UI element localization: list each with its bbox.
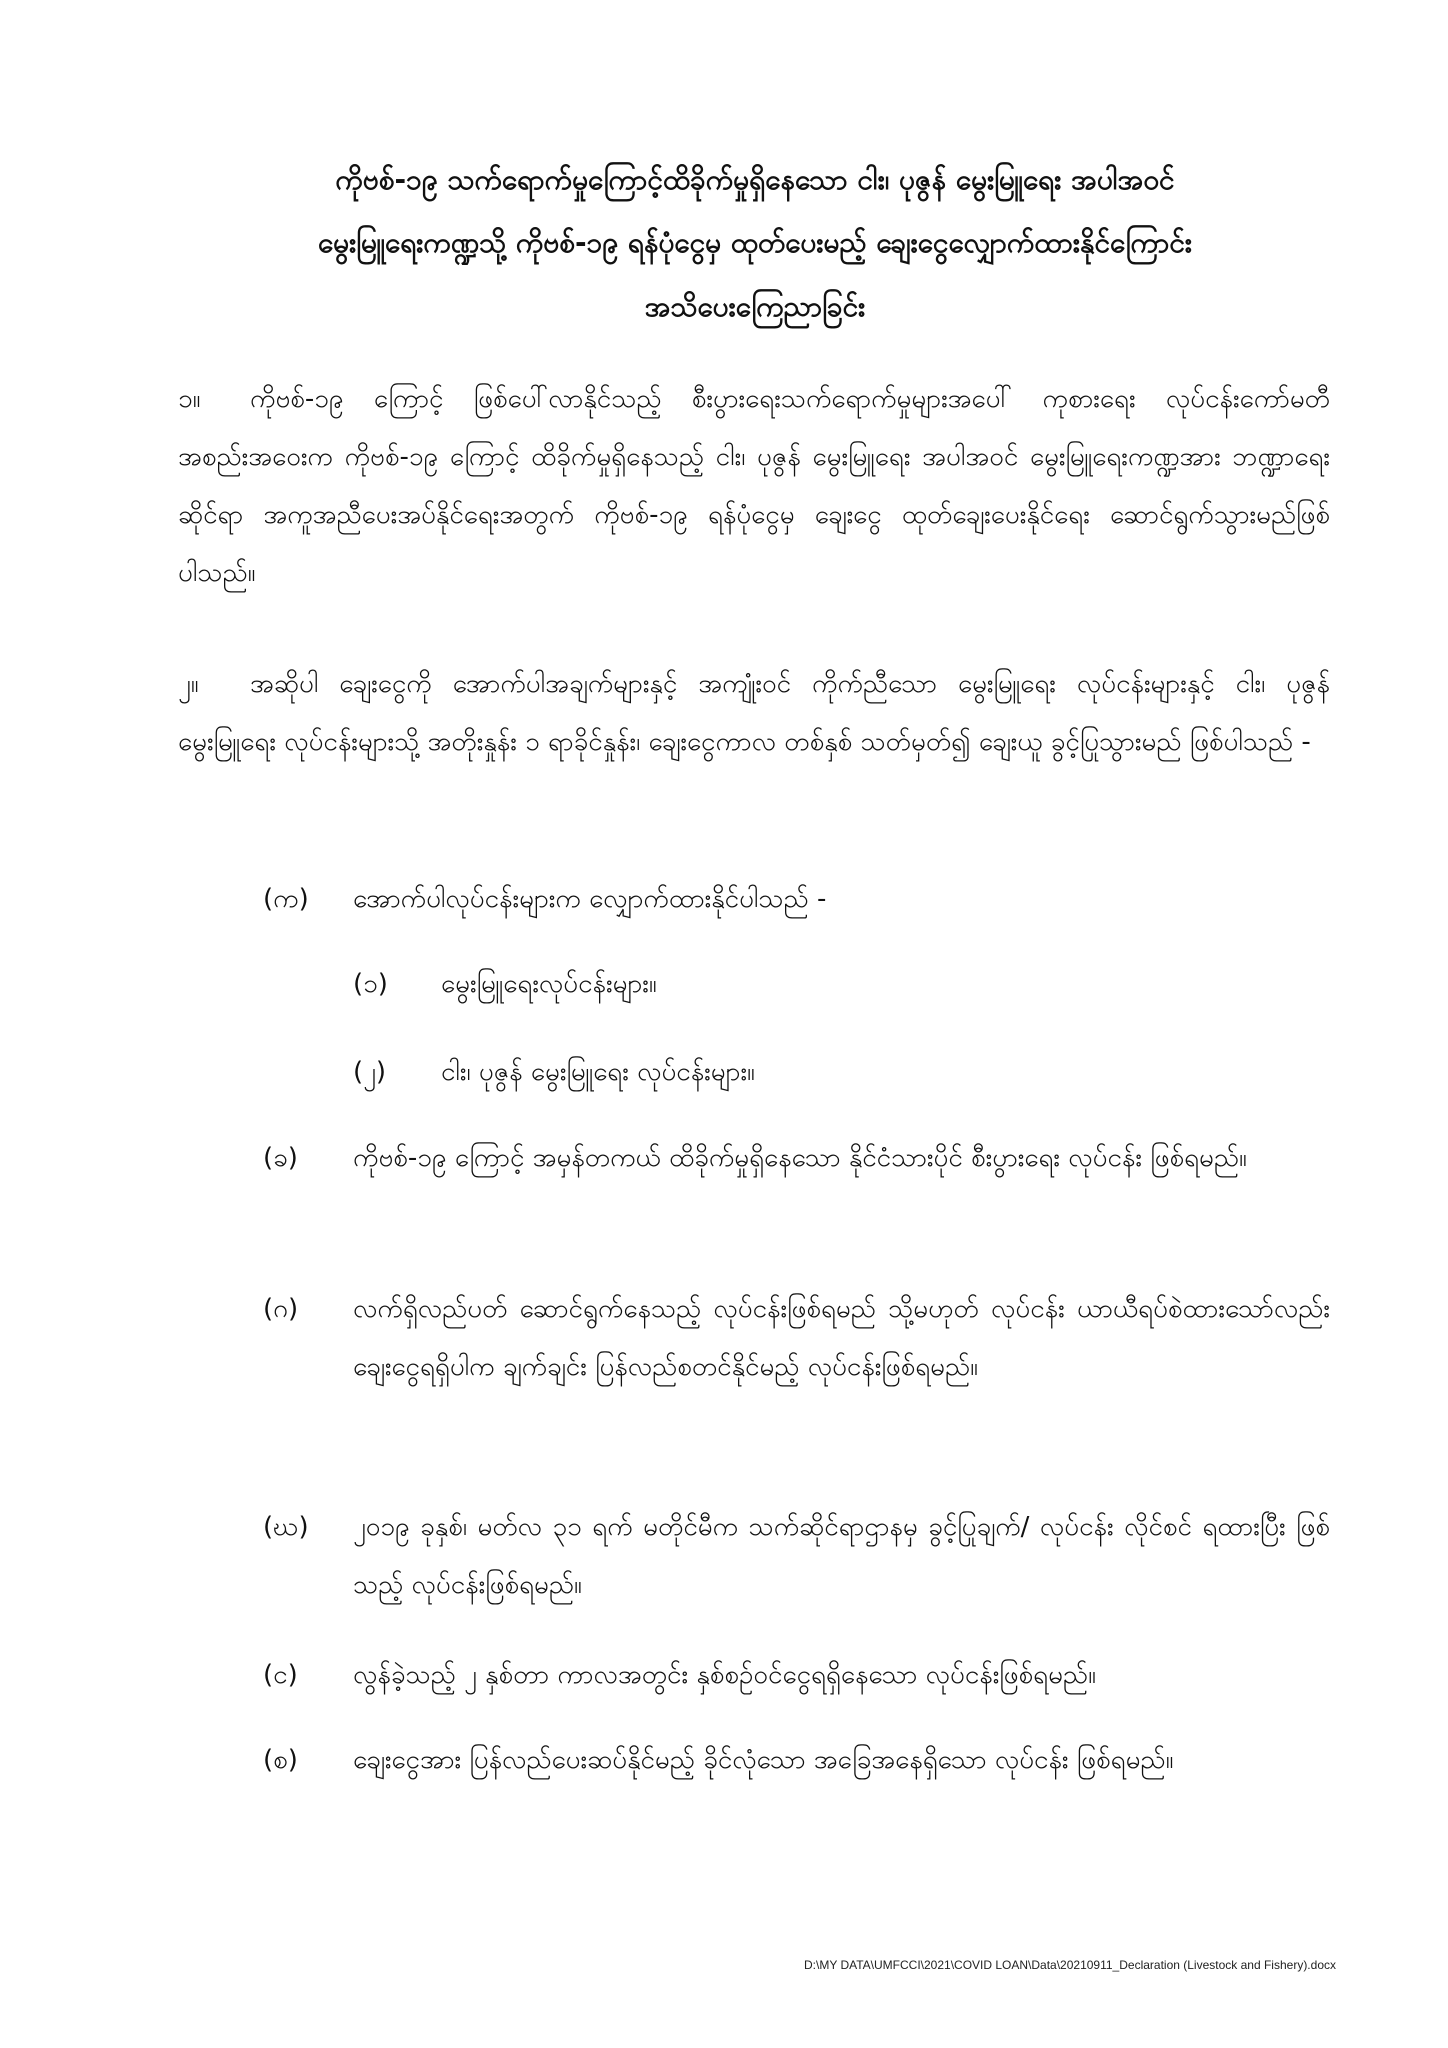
title-line-1: ကိုဗစ်-၁၉ သက်ရောက်မှုကြောင့်ထိခိုက်မှုရှိနေသော ငါး၊ ပုဇွန် မွေးမြူရေး အပါအဝင်	[335, 163, 1175, 196]
paragraph-text: အဆိုပါ ချေးငွေကို အောက်ပါအချက်များနှင့် အကျုံးဝင် ကိုက်ညီသော မွေးမြူရေး လုပ်ငန်းများနှင့် ငါး၊ ပုဇွန် မွေးမြူရေး လုပ်ငန်းများသို့ အတိုးနှုန်း ၁ ရာခိုင်နှုန်း၊ ချေးငွေကာလ တစ်နှစ် သတ်မှတ်၍ ချေးယူ ခွင့်ပြုသွားမည် ဖြစ်ပါသည် -	[178, 669, 1330, 757]
paragraph-1	[178, 370, 1330, 602]
paragraph-text: ကိုဗစ်-၁၉ ကြောင့် ဖြစ်ပေါ်လာနိုင်သည့် စီးပွားရေးသက်ရောက်မှုများအပေါ် ကုစားရေး လုပ်ငန်းကော်မတီအစည်းအဝေးက ကိုဗစ်-၁၉ ကြောင့် ထိခိုက်မှုရှိနေသည့် ငါး၊ ပုဇွန် မွေးမြူရေး အပါအဝင် မွေးမြူရေးကဏ္ဍအား ဘဏ္ဍာရေးဆိုင်ရာ အကူအညီပေးအပ်နိုင်ရေးအတွက် ကိုဗစ်-၁၉ ရန်ပုံငွေမှ ချေးငွေ ထုတ်ချေးပေးနိုင်ရေး ဆောင်ရွက်သွားမည်ဖြစ်ပါသည်။	[178, 384, 1330, 588]
item-text: ကိုဗစ်-၁၉ ကြောင့် အမှန်တကယ် ထိခိုက်မှုရှိနေသော နိုင်ငံသားပိုင် စီးပွားရေး လုပ်ငန်း ဖြစ်ရမည်။	[353, 1143, 1247, 1173]
item-text: ၂၀၁၉ ခုနှစ်၊ မတ်လ ၃၁ ရက် မတိုင်မီက သက်ဆိုင်ရာဌာနမှ ခွင့်ပြုချက်/ လုပ်ငန်း လိုင်စင် ရထားပြီး ဖြစ်သည့် လုပ်ငန်းဖြစ်ရမည်။	[353, 1512, 1330, 1600]
item-text: ငါး၊ ပုဇွန် မွေးမြူရေး လုပ်ငန်းများ။	[441, 1057, 755, 1087]
sub-item-2	[353, 1043, 1330, 1101]
item-label: (ခ)	[263, 1143, 298, 1173]
item-label: (က)	[263, 884, 309, 914]
item-label: (၁)	[353, 969, 388, 999]
file-path-footer: D:\MY DATA\UMFCCI\2021\COVID LOAN\Data\20210911_Declaration (Livestock and Fishery).docx	[804, 1958, 1336, 1972]
list-item-ka	[263, 870, 1330, 928]
item-label: (၂)	[353, 1057, 387, 1087]
item-label: (ဂ)	[263, 1294, 299, 1324]
item-text: မွေးမြူရေးလုပ်ငန်းများ။	[441, 969, 657, 999]
item-label: (င)	[263, 1660, 298, 1690]
title-line-2: မွေးမြူရေးကဏ္ဍသို့ ကိုဗစ်-၁၉ ရန်ပုံငွေမှ ထုတ်ပေးမည့် ချေးငွေလျှောက်ထားနိုင်ကြောင်း	[317, 226, 1193, 259]
item-text: လွန်ခဲ့သည့် ၂ နှစ်တာ ကာလအတွင်း နှစ်စဉ်ဝင်ငွေရရှိနေသော လုပ်ငန်းဖြစ်ရမည်။	[353, 1660, 1096, 1690]
title-line-3: အသိပေးကြေညာခြင်း	[644, 290, 866, 323]
item-text: လက်ရှိလည်ပတ် ဆောင်ရွက်နေသည့် လုပ်ငန်းဖြစ်ရမည် သို့မဟုတ် လုပ်ငန်း ယာယီရပ်စဲထားသော်လည်း ချေးငွေရရှိပါက ချက်ချင်း ပြန်လည်စတင်နိုင်မည့် လုပ်ငန်းဖြစ်ရမည်။	[353, 1294, 1330, 1382]
list-item-ga	[263, 1280, 1330, 1396]
list-item-gha	[263, 1498, 1330, 1614]
paragraph-number: ၂။	[178, 669, 199, 699]
paragraph-2	[178, 655, 1330, 771]
item-text: ချေးငွေအား ပြန်လည်ပေးဆပ်နိုင်မည့် ခိုင်လုံသော အခြေအနေရှိသော လုပ်ငန်း ဖြစ်ရမည်။	[353, 1745, 1174, 1775]
paragraph-number: ၁။	[178, 384, 201, 414]
item-text: အောက်ပါလုပ်ငန်းများက လျှောက်ထားနိုင်ပါသည် -	[353, 884, 827, 914]
list-item-nga	[263, 1646, 1330, 1704]
sub-item-1	[353, 955, 1330, 1013]
list-item-sa	[263, 1731, 1330, 1789]
item-label: (ဃ)	[263, 1512, 309, 1542]
list-item-kha	[263, 1129, 1330, 1187]
item-label: (စ)	[263, 1745, 298, 1775]
